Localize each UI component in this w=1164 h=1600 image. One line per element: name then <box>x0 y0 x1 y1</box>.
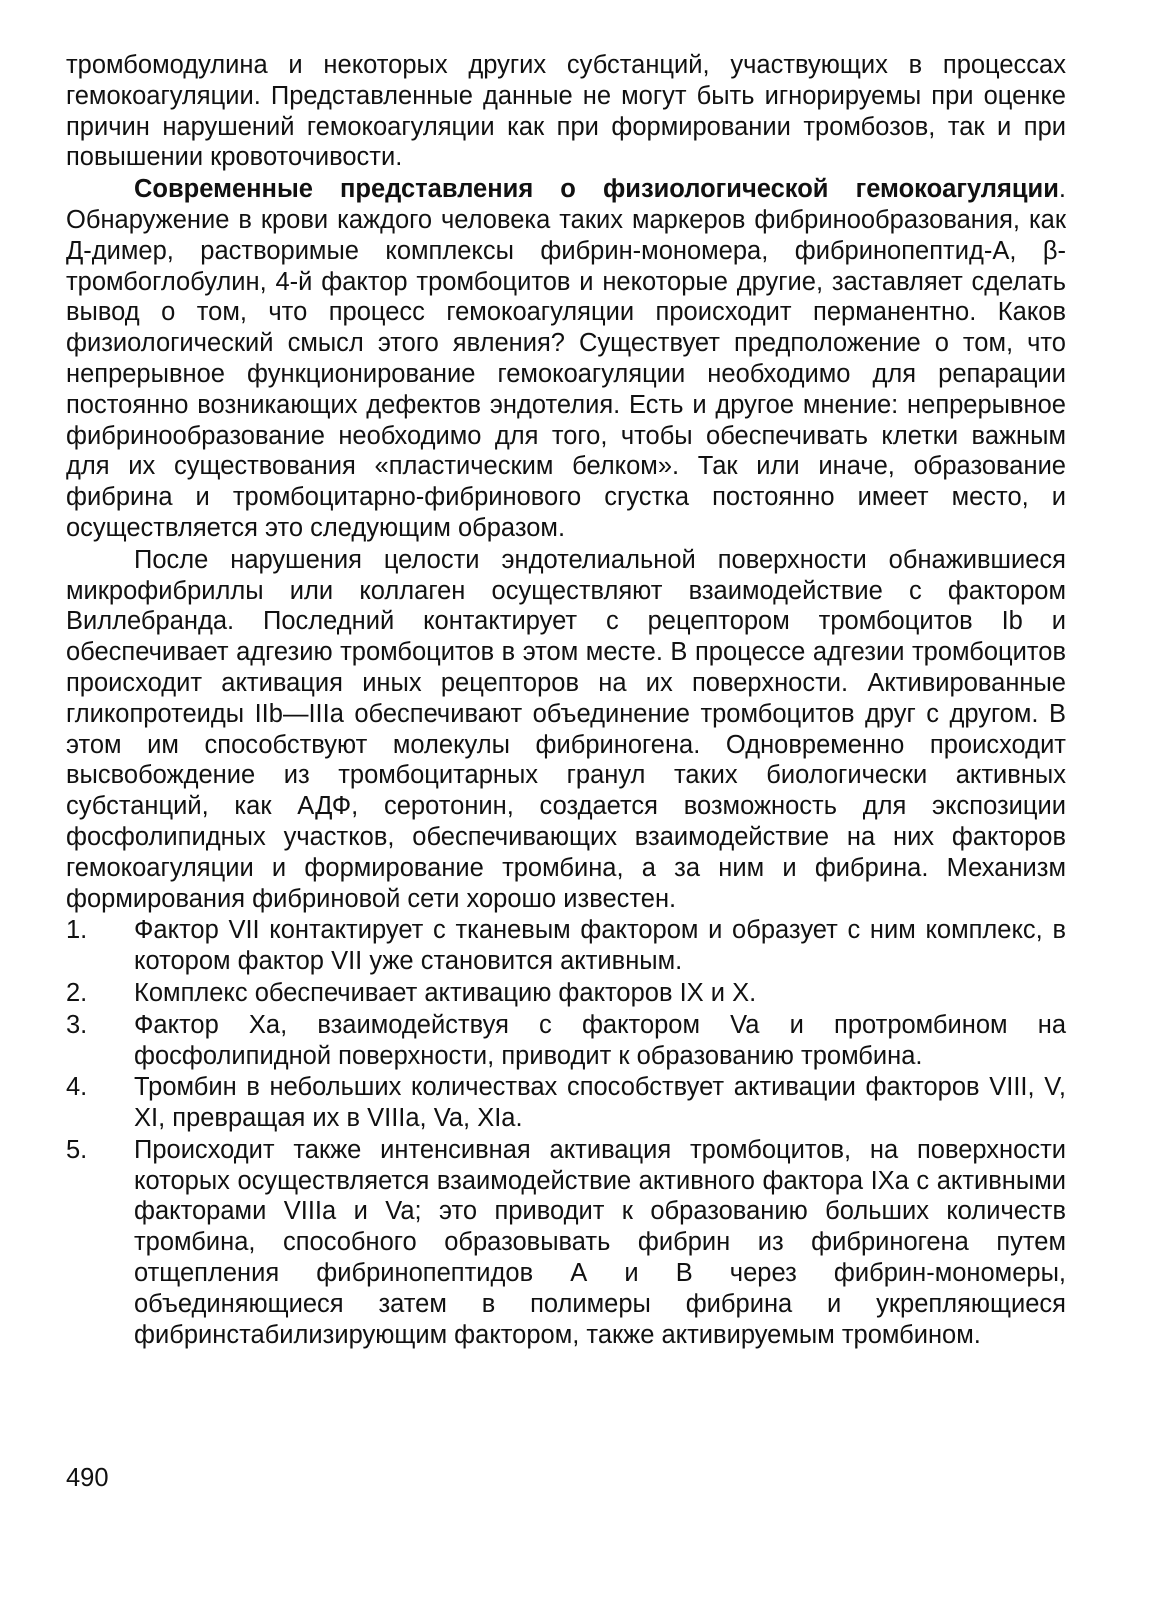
list-item-text: Комплекс обеспечивает активацию факторов IX и X. <box>134 978 757 1007</box>
list-item <box>66 1072 1066 1134</box>
section-heading: Современные представления о физиологической гемокоагуляции <box>134 175 1059 204</box>
list-item <box>66 1010 1066 1072</box>
list-item <box>66 915 1066 977</box>
list-item-text: Фактор VII контактирует с тканевым фактором и образует с ним комплекс, в котором фактор VII уже становится активным. <box>134 916 1066 976</box>
numbered-list <box>66 915 1066 1350</box>
list-item <box>66 1135 1066 1351</box>
list-item-text: Происходит также интенсивная активация тромбоцитов, на поверхности которых осуществляется взаимодействие активного фактора IXa с активными факторами VIIIa и Va; это приводит к образованию больших количеств тромбина, способного образовывать фибрин из фибриногена путем отщепления фибринопептидов А и В через фибрин-мономеры, объединяющиеся затем в полимеры фибрина и укрепляющиеся фибринстабилизирующим фактором, также активируемым тромбином. <box>134 1135 1066 1349</box>
page-number: 490 <box>66 1464 109 1492</box>
paragraph-3: После нарушения целости эндотелиальной поверхности обнажившиеся микрофибриллы или коллаген осуществляют взаимодействие с фактором Виллебранда. Последний контактирует с рецептором тромбоцитов Ib и обеспечивает адгезию тромбоцитов в этом месте. В процессе адгезии тромбоцитов происходит активация иных рецепторов на их поверхности. Активированные гликопротеиды IIb—IIIa обеспечивают объединение тромбоцитов друг с другом. В этом им способствуют молекулы фибриногена. Одновременно происходит высвобождение из тромбоцитарных гранул таких биологически активных субстанций, как АДФ, серотонин, создается возможность для экспозиции фосфолипидных участков, обеспечивающих взаимодействие на них факторов гемокоагуляции и формирование тромбина, а за ним и фибрина. Механизм формирования фибриновой сети хорошо известен. <box>66 545 1066 913</box>
page-content <box>66 50 1066 1351</box>
list-item-number: 5. <box>66 1135 88 1164</box>
list-item <box>66 978 1066 1009</box>
list-item-number: 4. <box>66 1073 88 1102</box>
paragraph-2-body: . Обнаружение в крови каждого человека таких маркеров фибринообразования, как Д-димер, растворимые комплексы фибрин-мономера, фибринопептид-А, β-тромбоглобулин, 4-й фактор тромбоцитов и некоторые другие, заставляет сделать вывод о том, что процесс гемокоагуляции происходит перманентно. Каков физиологический смысл этого явления? Существует предположение о том, что непрерывное функционирование гемокоагуляции необходимо для репарации постоянно возникающих дефектов эндотелия. Есть и другое мнение: непрерывное фибринообразование необходимо для того, чтобы обеспечивать клетки важным для их существования «пластическим белком». Так или иначе, образование фибрина и тромбоцитарно-фибринового сгустка постоянно имеет место, и осуществляется это следующим образом. <box>66 175 1066 542</box>
paragraph-1: тромбомодулина и некоторых других субстанций, участвующих в процессах гемокоагуляции. Представленные данные не могут быть игнорируемы при оценке причин нарушений гемокоагуляции как при формировании тромбозов, так и при повышении кровоточивости. <box>66 51 1066 172</box>
list-item-number: 1. <box>66 916 88 945</box>
list-item-number: 3. <box>66 1010 88 1039</box>
list-item-number: 2. <box>66 978 88 1007</box>
list-item-text: Тромбин в небольших количествах способствует активации факторов VIII, V, XI, превращая их в VIIIa, Va, XIa. <box>134 1073 1066 1133</box>
list-item-text: Фактор Xa, взаимодействуя с фактором Va и протромбином на фосфолипидной поверхности, приводит к образованию тромбина. <box>134 1010 1066 1070</box>
paragraph-2 <box>66 174 1066 544</box>
